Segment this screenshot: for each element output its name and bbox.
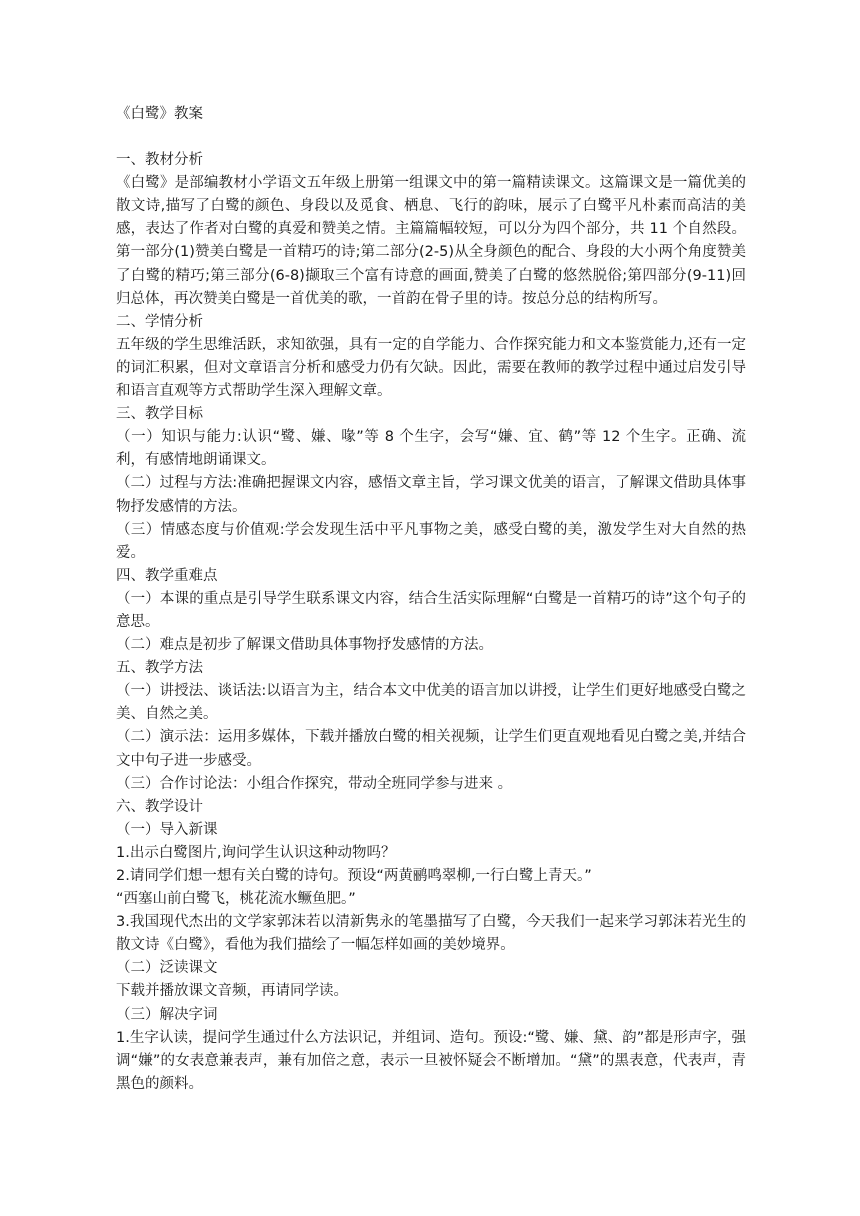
paragraph: （一）讲授法、谈话法:以语言为主，结合本文中优美的语言加以讲授，让学生们更好地感受白鹭之美、自然之美。 <box>116 683 746 723</box>
paragraph: “西塞山前白鹭飞，桃花流水鳜鱼肥。” <box>116 891 356 908</box>
paragraph: （一）知识与能力:认识“鹭、嫌、喙”等 8 个生字，会写“嫌、宜、鹤”等 12 个生字。正确、流利，有感情地朗诵课文。 <box>116 429 746 469</box>
paragraph: 3.我国现代杰出的文学家郭沫若以清新隽永的笔墨描写了白鹭，今天我们一起来学习郭沫若光生的散文诗《白鹭》，看他为我们描绘了一幅怎样如画的美妙境界。 <box>116 914 746 954</box>
paragraph: （二）泛读课文 <box>116 960 218 977</box>
paragraph: 1.生字认读，提问学生通过什么方法识记，并组词、造句。预设:“鹭、嫌、黛、韵”都是形声字，强调“嫌”的女表意兼表声，兼有加倍之意，表示一旦被怀疑会不断增加。“黛”的黑表意，代表声，青黑色的颜料。 <box>116 1029 746 1092</box>
paragraph: （一）本课的重点是引导学生联系课文内容，结合生活实际理解“白鹭是一首精巧的诗”这个句子的意思。 <box>116 590 746 630</box>
section-heading: 五、教学方法 <box>116 660 203 677</box>
section-heading: 六、教学设计 <box>116 798 203 815</box>
section-heading: 四、教学重难点 <box>116 567 218 584</box>
paragraph: （二）过程与方法:准确把握课文内容，感悟文章主旨，学习课文优美的语言，了解课文借助具体事物抒发感情的方法。 <box>116 475 746 515</box>
section-heading: 一、教材分析 <box>116 152 203 169</box>
section-heading: 二、学情分析 <box>116 313 203 330</box>
document-page <box>116 103 746 1096</box>
paragraph: 《白鹭》是部编教材小学语文五年级上册第一组课文中的第一篇精读课文。这篇课文是一篇优美的散文诗,描写了白鹭的颜色、身段以及觅食、栖息、飞行的韵味，展示了白鹭平凡朴素而高洁的美感，表达了作者对白鹭的真爱和赞美之情。主篇篇幅较短，可以分为四个部分，共 11 个自然段。第一部分(1)赞美白鹭是一首精巧的诗;第二部分(2-5)从全身颜色的配合、身段的大小两个角度赞美了白鹭的精巧;第三部分(6-8)撷取三个富有诗意的画面,赞美了白鹭的悠然脱俗;第四部分(9-11)回归总体，再次赞美白鹭是一首优美的歌，一首韵在骨子里的诗。按总分总的结构所写。 <box>116 175 746 307</box>
paragraph: 下载并播放课文音频，再请同学读。 <box>116 983 348 1000</box>
paragraph: （三）解决字词 <box>116 1006 218 1023</box>
paragraph: （三）合作讨论法：小组合作探究，带动全班同学参与进来 。 <box>116 775 513 792</box>
paragraph: （二）难点是初步了解课文借助具体事物抒发感情的方法。 <box>116 637 493 654</box>
section-heading: 三、教学目标 <box>116 406 203 423</box>
paragraph: 1.出示白鹭图片,询问学生认识这种动物吗？ <box>116 844 396 861</box>
document-title: 《白鹭》教案 <box>116 106 203 122</box>
paragraph: （一）导入新课 <box>116 821 218 838</box>
paragraph: 2.请同学们想一想有关白鹭的诗句。预设“两黄鹂鸣翠柳,一行白鹭上青天。” <box>116 868 592 884</box>
paragraph: （二）演示法：运用多媒体，下载并播放白鹭的相关视频，让学生们更直观地看见白鹭之美,并结合文中句子进一步感受。 <box>116 729 746 769</box>
paragraph: （三）情感态度与价值观:学会发现生活中平凡事物之美，感受白鹭的美，激发学生对大自然的热爱。 <box>116 521 746 561</box>
paragraph: 五年级的学生思维活跃，求知欲强，具有一定的自学能力、合作探究能力和文本鉴赏能力,还有一定的词汇积累，但对文章语言分析和感受力仍有欠缺。因此，需要在教师的教学过程中通过启发引导和语言直观等方式帮助学生深入理解文章。 <box>116 336 746 400</box>
document-body <box>116 149 746 1096</box>
